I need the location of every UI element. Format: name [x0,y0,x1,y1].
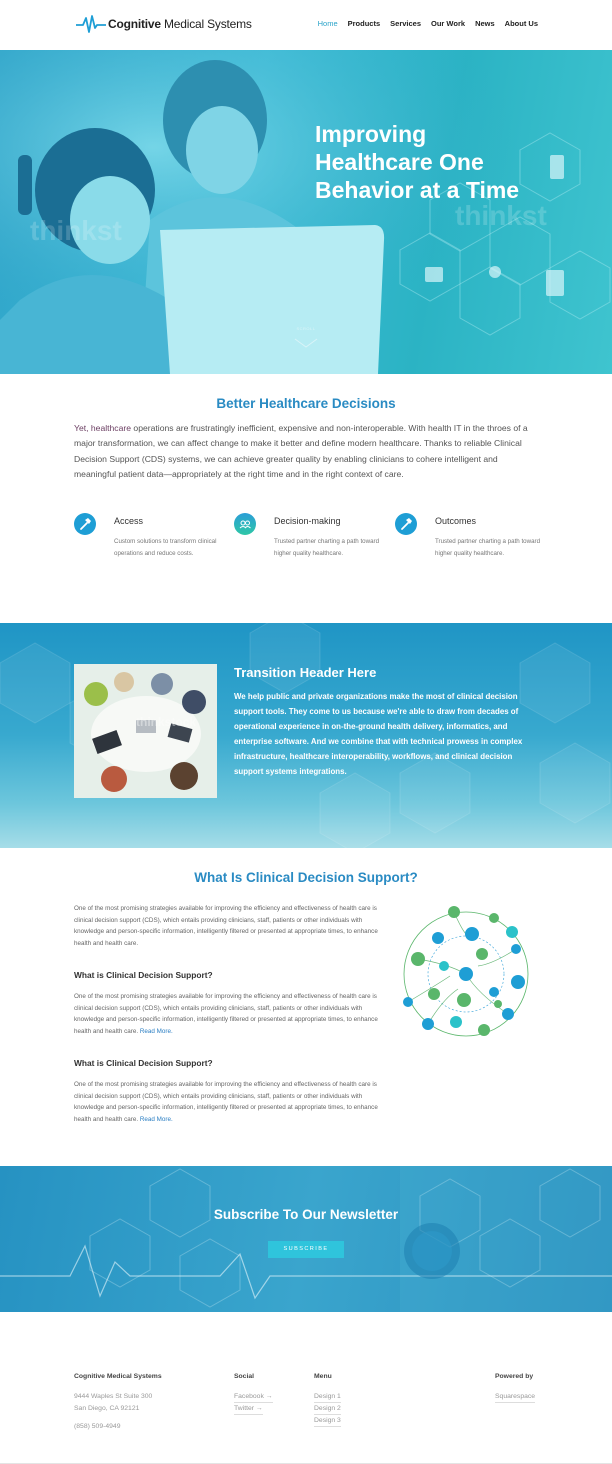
feature-desc: Custom solutions to transform clinical operations and reduce costs. [114,538,217,557]
team-photo [74,664,217,798]
logo-text: Cognitive Medical Systems [108,17,252,31]
chevron-down-icon [294,338,318,348]
squarespace-link[interactable]: Squarespace [495,1391,535,1403]
transition-title: Transition Header Here [234,665,377,680]
cds-title: What Is Clinical Decision Support? [194,870,418,885]
cds-subheading: What is Clinical Decision Support? [74,970,213,980]
feature-desc: Trusted partner charting a path toward higher quality healthcare. [274,538,380,557]
nav-services[interactable]: Services [390,19,422,28]
footer-powered-heading: Powered by [495,1373,534,1380]
highlight-text: Yet, healthcare [74,423,132,433]
cds-section [0,848,612,1166]
main-nav [318,19,538,28]
read-more-link[interactable]: Read More. [139,1116,173,1124]
read-more-link[interactable]: Read More. [139,1028,173,1036]
watermark-text: thinkstock [136,715,197,729]
medical-background [0,1166,612,1312]
footer-company: Cognitive Medical Systems [74,1373,162,1380]
footer-powered [495,1371,535,1403]
footer-menu-link[interactable]: Design 2 [314,1403,341,1415]
nav-products[interactable]: Products [347,19,381,28]
cds-paragraph: One of the most promising strategies available for improving the efficiency and effectiveness of health care is clinical decision support (CDS), which entails providing clinicians, staff, patients or other individuals with knowledge and person-specific information, intelligently filtered or presented at appropriate times, to enhance health and health care. Read More. [74,993,378,1036]
footer-address-line: 9444 Waples St Suite 300 [74,1393,153,1400]
footer-address-line: San Diego, CA 92121 [74,1405,140,1412]
hammer-icon [395,513,417,535]
footer-menu-heading: Menu [314,1373,332,1380]
people-icon [234,513,256,535]
subscribe-button[interactable]: SUBSCRIBE [268,1241,344,1258]
facebook-link[interactable]: Facebook → [234,1391,273,1403]
footer-social-heading: Social [234,1373,255,1380]
section-body: Yet, healthcare operations are frustratingly inefficient, expensive and non-interoperable. With health IT in the throes of a major transformation, we can affect change to make it better and define modern healthcare. Thanks to reliable Clinical Decision Support (CDS) systems, we can achieve greater quality by enabling clinicians to cohere intelligent and meaningful patient data—appropriately at the right time and in the right context of care. [74,423,528,479]
transition-body: We help public and private organizations make the most of clinical decision support tools. They come to us because we're able to draw from decades of operational experience in on-the-ground health delivery, informatics, and enterprise software. And we combine that with technical prowess in complex infrastructure, healthcare interoperability, workflows, and clinical decision support systems integrations. [234,692,523,776]
svg-text:thinkst: thinkst [455,200,547,231]
cds-subheading: What is Clinical Decision Support? [74,1058,213,1068]
newsletter-title: Subscribe To Our Newsletter [213,1207,399,1222]
heartbeat-logo-icon [76,14,106,34]
cds-paragraph: One of the most promising strategies available for improving the efficiency and effectiveness of health care is clinical decision support (CDS), which entails providing clinicians, staff, patients or other individuals with knowledge and person-specific information, intelligently filtered or presented at appropriate times, to enhance health and health care. [74,905,378,948]
feature-title: Decision-making [274,516,341,526]
better-decisions-section [0,374,612,623]
footer-contact [74,1371,162,1433]
hero-title: Improving Healthcare One Behavior at a Time [315,121,520,203]
footer-social [234,1371,273,1415]
feature-title: Outcomes [435,516,477,526]
hammer-icon [74,513,96,535]
footer-menu-link[interactable]: Design 1 [314,1391,341,1403]
section-title: Better Healthcare Decisions [216,396,396,411]
cds-paragraph: One of the most promising strategies available for improving the efficiency and effectiveness of health care is clinical decision support (CDS), which entails providing clinicians, staff, patients or other individuals with knowledge and person-specific information, intelligently filtered or presented at appropriate times, to enhance health and health care. Read More. [74,1081,378,1124]
footer-phone: (858) 509-4949 [74,1423,121,1430]
nav-home[interactable]: Home [317,19,338,28]
hero-banner [0,50,612,374]
nav-news[interactable]: News [475,19,495,28]
nav-about-us[interactable]: About Us [504,19,538,28]
newsletter-section [0,1166,612,1312]
logo[interactable] [76,14,252,34]
nav-our-work[interactable]: Our Work [431,19,466,28]
scroll-label: SCROLL [296,326,316,331]
twitter-link[interactable]: Twitter → [234,1403,263,1415]
site-footer [0,1312,612,1464]
footer-menu-link[interactable]: Design 3 [314,1415,341,1427]
site-header [0,0,612,50]
feature-desc: Trusted partner charting a path toward higher quality healthcare. [435,538,541,557]
transition-section [0,623,612,848]
health-network-illustration [398,904,534,1044]
scroll-cue[interactable] [294,326,318,353]
feature-title: Access [114,516,144,526]
footer-menu [314,1371,341,1427]
svg-text:thinkst: thinkst [30,215,122,246]
